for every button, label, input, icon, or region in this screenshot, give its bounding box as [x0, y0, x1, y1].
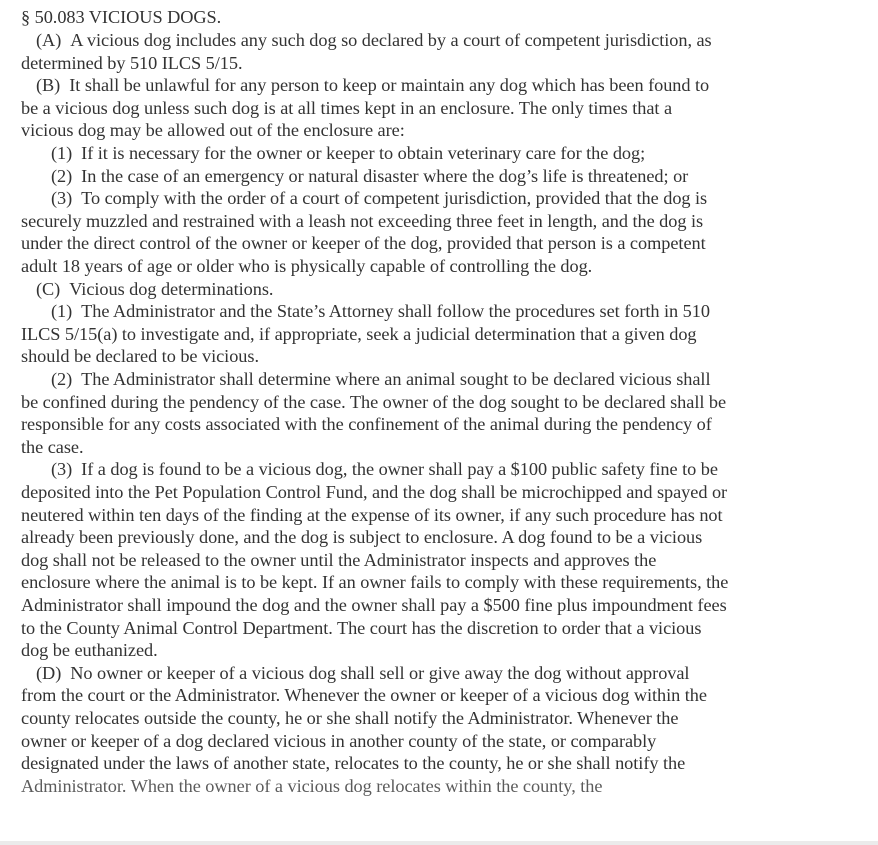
paragraph-start-line [51, 368, 711, 390]
line-text: To comply with the order of a court of competent jurisdiction, provided that the dog is [81, 188, 708, 209]
section-heading: § 50.083 VICIOUS DOGS. [21, 7, 222, 27]
paragraph-marker: (A) [36, 30, 62, 50]
line-text: If it is necessary for the owner or keeper to obtain veterinary care for the dog; [81, 143, 646, 163]
paragraph-start-line [51, 458, 718, 480]
line-text: already been previously done, and the dog is subject to enclosure. A dog found to be a vicious [21, 527, 703, 548]
line-text: responsible for any costs associated with the confinement of the animal during the pendency of [21, 414, 712, 435]
paragraph-marker: (3) [51, 459, 73, 480]
line-text: vicious dog may be allowed out of the enclosure are: [21, 120, 405, 141]
paragraph-line [21, 775, 602, 797]
line-text: No owner or keeper of a vicious dog shall sell or give away the dog without approval [70, 662, 690, 683]
paragraph-start-line [36, 278, 273, 300]
line-text: dog be euthanized. [21, 640, 158, 661]
paragraph-line [21, 210, 703, 232]
paragraph-line [21, 345, 259, 367]
line-text: to the County Animal Control Department. The court has the discretion to order that a vicious [21, 617, 702, 638]
line-text: adult 18 years of age or older who is physically capable of controlling the dog. [21, 256, 593, 276]
line-text: A vicious dog includes any such dog so declared by a court of competent jurisdiction, as [70, 30, 712, 50]
line-text: deposited into the Pet Population Control Fund, and the dog shall be microchipped and spayed or [21, 482, 728, 502]
line-text: designated under the laws of another state, relocates to the county, he or she shall notify the [21, 753, 686, 774]
paragraph-line [21, 255, 592, 277]
paragraph-line [21, 549, 656, 571]
paragraph-line [21, 684, 707, 706]
line-text: under the direct control of the owner or keeper of the dog, provided that person is a competent [21, 233, 706, 254]
paragraph-start-line [51, 142, 645, 164]
paragraph-line [21, 504, 723, 526]
line-text: determined by 510 ILCS 5/15. [21, 52, 243, 73]
paragraph-line [21, 436, 83, 458]
paragraph-start-line [36, 662, 689, 684]
paragraph-start-line [51, 165, 688, 187]
paragraph-start-line [51, 300, 710, 322]
paragraph-line [21, 526, 702, 548]
paragraph-start-line [36, 29, 712, 51]
line-text: It shall be unlawful for any person to keep or maintain any dog which has been found to [69, 75, 710, 96]
line-text: the case. [21, 436, 84, 457]
line-text: be confined during the pendency of the case. The owner of the dog sought to be declared shall be [21, 391, 727, 412]
paragraph-start-line [36, 74, 709, 96]
paragraph-line [21, 323, 697, 345]
paragraph-line [21, 413, 712, 435]
line-text: If a dog is found to be a vicious dog, the owner shall pay a $100 public safety fine to be [81, 459, 718, 480]
paragraph-line [21, 707, 678, 729]
line-text: enclosure where the animal is to be kept. If an owner fails to comply with these requirements, the [21, 572, 729, 593]
paragraph-marker: (B) [36, 75, 61, 96]
paragraph-line [21, 594, 727, 616]
line-text: Administrator shall impound the dog and the owner shall pay a $500 fine plus impoundment fees [21, 595, 727, 615]
paragraph-line [21, 52, 243, 74]
paragraph-marker: (3) [51, 188, 73, 209]
paragraph-line [21, 639, 158, 661]
paragraph-line [21, 481, 727, 503]
line-text: Vicious dog determinations. [69, 278, 274, 299]
paragraph-line [21, 617, 701, 639]
line-text: Administrator. When the owner of a vicious dog relocates within the county, the [21, 775, 603, 796]
line-text: ILCS 5/15(a) to investigate and, if appropriate, seek a judicial determination that a given dog [21, 323, 697, 344]
line-text: In the case of an emergency or natural disaster where the dog’s life is threatened; or [81, 165, 689, 186]
line-text: dog shall not be released to the owner until the Administrator inspects and approves the [21, 549, 657, 570]
paragraph-line [21, 752, 685, 774]
line-text: The Administrator shall determine where an animal sought to be declared vicious shall [81, 369, 711, 389]
paragraph-marker: (C) [36, 278, 61, 299]
paragraph-marker: (1) [51, 301, 73, 322]
paragraph-marker: (1) [51, 143, 73, 163]
paragraph-marker: (2) [51, 165, 73, 186]
paragraph-line [21, 119, 405, 141]
paragraph-line [21, 571, 728, 593]
paragraph-line [21, 391, 726, 413]
line-text: neutered within ten days of the finding at the expense of its owner, if any such procedure has not [21, 504, 723, 525]
paragraph-marker: (D) [36, 662, 62, 683]
line-text: securely muzzled and restrained with a leash not exceeding three feet in length, and the dog is [21, 210, 704, 231]
paragraph-line [21, 232, 706, 254]
paragraph-marker: (2) [51, 369, 73, 389]
line-text: The Administrator and the State’s Attorney shall follow the procedures set forth in 510 [81, 301, 710, 322]
line-text: from the court or the Administrator. Whenever the owner or keeper of a vicious dog within the [21, 685, 707, 706]
line-text: county relocates outside the county, he or she shall notify the Administrator. Whenever the [21, 708, 679, 728]
paragraph-line [21, 730, 656, 752]
page-bottom-edge [0, 841, 878, 845]
line-text: be a vicious dog unless such dog is at all times kept in an enclosure. The only times that a [21, 97, 673, 118]
paragraph-line [21, 97, 672, 119]
line-text: owner or keeper of a dog declared vicious in another county of the state, or comparably [21, 730, 657, 751]
paragraph-start-line [51, 187, 707, 209]
line-text: should be declared to be vicious. [21, 346, 259, 367]
